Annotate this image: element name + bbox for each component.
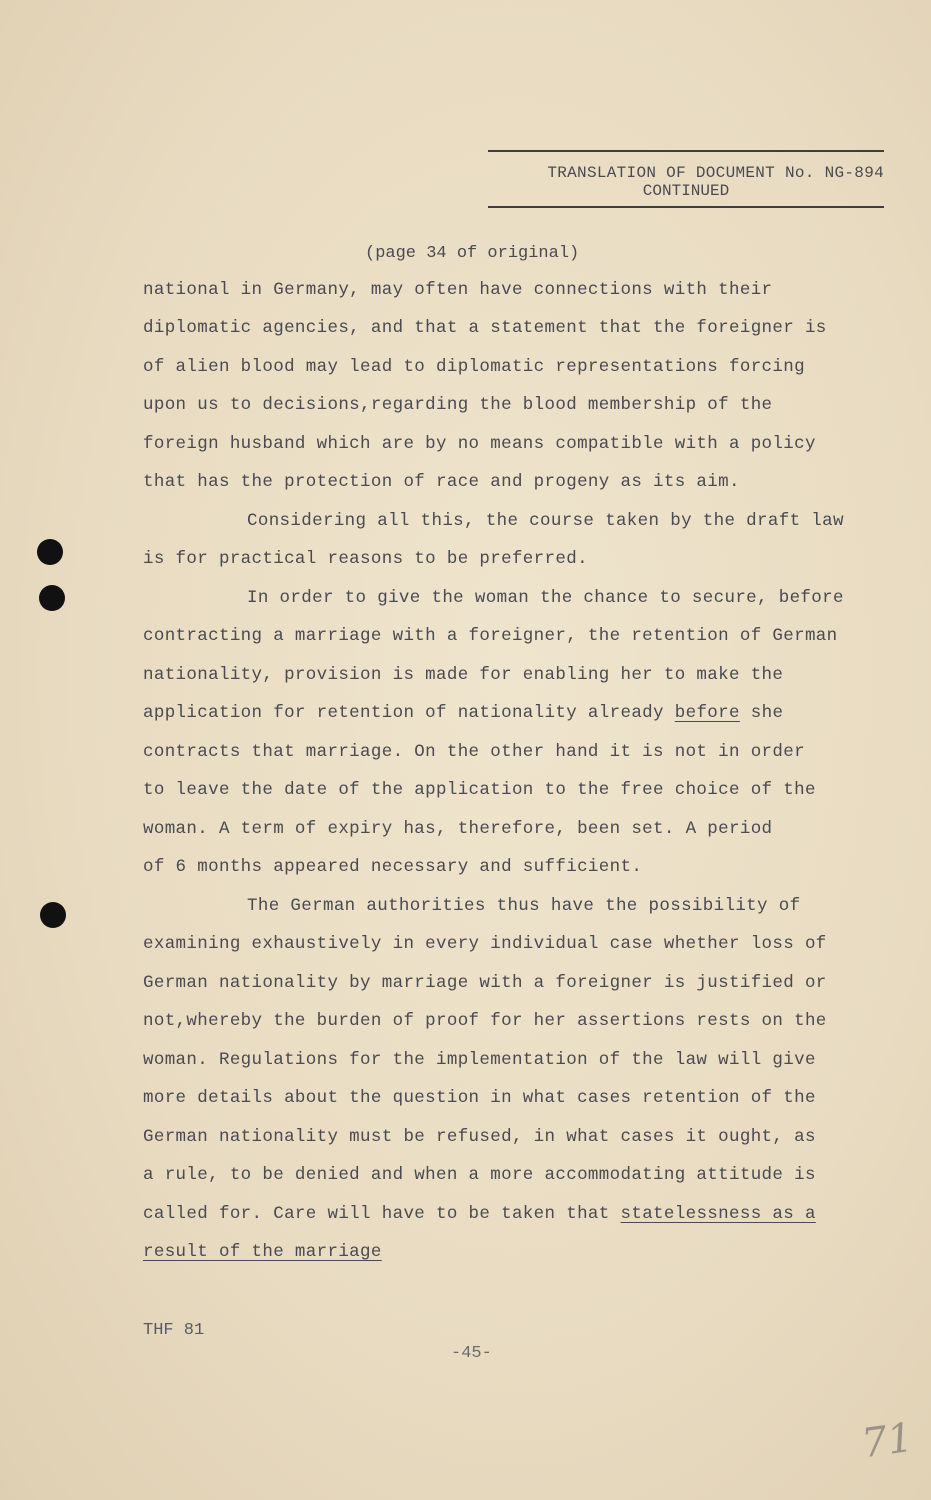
body-line-part: called for. Care will have to be taken that	[143, 1204, 610, 1224]
handwritten-note: 71	[859, 1414, 916, 1468]
body-line: of alien blood may lead to diplomatic representations forcing	[143, 357, 805, 377]
body-line: The German authorities thus have the possibility of	[247, 896, 801, 916]
body-line: In order to give the woman the chance to secure, before	[247, 588, 844, 608]
body-line: not,whereby the burden of proof for her assertions rests on the	[143, 1011, 827, 1031]
body-line: contracting a marriage with a foreigner, the retention of German	[143, 626, 838, 646]
body-line: nationality, provision is made for enabling her to make the	[143, 665, 784, 685]
body-line: upon us to decisions,regarding the blood membership of the	[143, 395, 773, 415]
body-line: foreign husband which are by no means compatible with a policy	[143, 434, 816, 454]
body-line	[143, 1242, 382, 1272]
body-line: national in Germany, may often have connections with their	[143, 280, 773, 300]
body-line-part: she	[750, 703, 784, 723]
body-line	[143, 703, 783, 733]
punch-hole	[40, 902, 66, 928]
body-line	[143, 1204, 816, 1234]
body-line: woman. A term of expiry has, therefore, been set. A period	[143, 819, 773, 839]
header-top-rule	[488, 150, 884, 152]
punch-hole	[39, 585, 65, 611]
body-line: of 6 months appeared necessary and sufficient.	[143, 857, 643, 877]
body-line: is for practical reasons to be preferred.	[143, 549, 588, 569]
underlined-emphasis: before	[674, 703, 740, 723]
body-line: more details about the question in what cases retention of the	[143, 1088, 816, 1108]
page-number: -45-	[451, 1344, 492, 1363]
body-line: diplomatic agencies, and that a statement that the foreigner is	[143, 318, 827, 338]
footer-code: THF 81	[143, 1321, 205, 1340]
body-line-part: application for retention of nationality already	[143, 703, 664, 723]
punch-hole	[37, 539, 63, 565]
page-reference: (page 34 of original)	[365, 244, 580, 263]
header-bottom-rule	[488, 206, 884, 208]
body-line: that has the protection of race and progeny as its aim.	[143, 472, 740, 492]
body-line: Considering all this, the course taken by the draft law	[247, 511, 844, 531]
body-line: woman. Regulations for the implementation of the law will give	[143, 1050, 816, 1070]
document-header	[488, 150, 884, 208]
underlined-emphasis: statelessness as a	[620, 1204, 816, 1224]
underlined-emphasis: result of the marriage	[143, 1242, 382, 1262]
body-line: to leave the date of the application to the free choice of the	[143, 780, 816, 800]
body-line: examining exhaustively in every individual case whether loss of	[143, 934, 827, 954]
body-line: German nationality must be refused, in what cases it ought, as	[143, 1127, 816, 1147]
header-title: TRANSLATION OF DOCUMENT No. NG-894	[547, 164, 884, 182]
body-line: contracts that marriage. On the other hand it is not in order	[143, 742, 805, 762]
header-continued: CONTINUED	[642, 182, 730, 200]
body-line: German nationality by marriage with a foreigner is justified or	[143, 973, 827, 993]
body-line: a rule, to be denied and when a more accommodating attitude is	[143, 1165, 816, 1185]
